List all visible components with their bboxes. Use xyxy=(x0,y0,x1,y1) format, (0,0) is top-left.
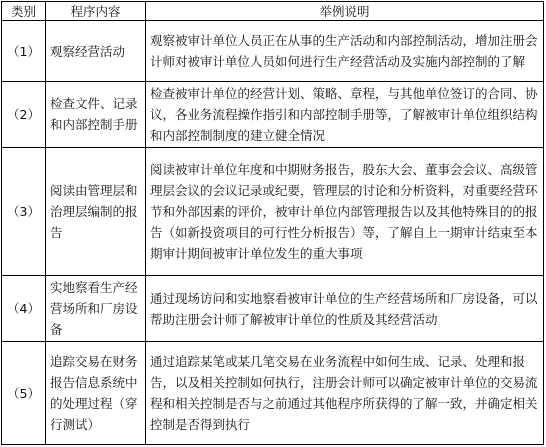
row-index: （2） xyxy=(2,82,46,147)
table-row xyxy=(2,342,544,445)
row-example: 阅读被审计单位年度和中期财务报告，股东大会、董事会会议、高级管理层会议的会议记录或纪要，管理层的讨论和分析资料，对重要经营环节和外部因素的评价，被审计单位内部管理报告以及其他特殊目的的报告（如新投资项目的可行性分析报告）等，了解自上一期审计结束至本期审计期间被审计单位发生的重大事项 xyxy=(146,147,544,276)
row-index: （3） xyxy=(2,147,46,276)
row-procedure: 实地察看生产经营场所和厂房设备 xyxy=(46,276,146,342)
audit-procedures-table xyxy=(1,1,544,445)
row-example: 通过追踪某笔或某几笔交易在业务流程中如何生成、记录、处理和报告，以及相关控制如何执行，注册会计师可以确定被审计单位的交易流程和相关控制是否与之前通过其他程序所获得的了解一致，并确定相关控制是否得到执行 xyxy=(146,342,544,445)
table-row xyxy=(2,82,544,147)
header-procedure: 程序内容 xyxy=(46,2,146,21)
header-category: 类别 xyxy=(2,2,46,21)
row-procedure: 观察经营活动 xyxy=(46,21,146,82)
row-procedure: 追踪交易在财务报告信息系统中的处理过程（穿行测试） xyxy=(46,342,146,445)
row-procedure: 检查文件、记录和内部控制手册 xyxy=(46,82,146,147)
table-header-row xyxy=(2,2,544,21)
header-example: 举例说明 xyxy=(146,2,544,21)
row-procedure: 阅读由管理层和治理层编制的报告 xyxy=(46,147,146,276)
table-row xyxy=(2,21,544,82)
row-example: 通过现场访问和实地察看被审计单位的生产经营场所和厂房设备，可以帮助注册会计师了解被审计单位的性质及其经营活动 xyxy=(146,276,544,342)
row-example: 检查被审计单位的经营计划、策略、章程，与其他单位签订的合同、协议，各业务流程操作指引和内部控制手册等，了解被审计单位组织结构和内部控制制度的建立健全情况 xyxy=(146,82,544,147)
table-row xyxy=(2,276,544,342)
row-example: 观察被审计单位人员正在从事的生产活动和内部控制活动，增加注册会计师对被审计单位人员如何进行生产经营活动及实施内部控制的了解 xyxy=(146,21,544,82)
table-row xyxy=(2,147,544,276)
row-index: （1） xyxy=(2,21,46,82)
row-index: （5） xyxy=(2,342,46,445)
row-index: （4） xyxy=(2,276,46,342)
